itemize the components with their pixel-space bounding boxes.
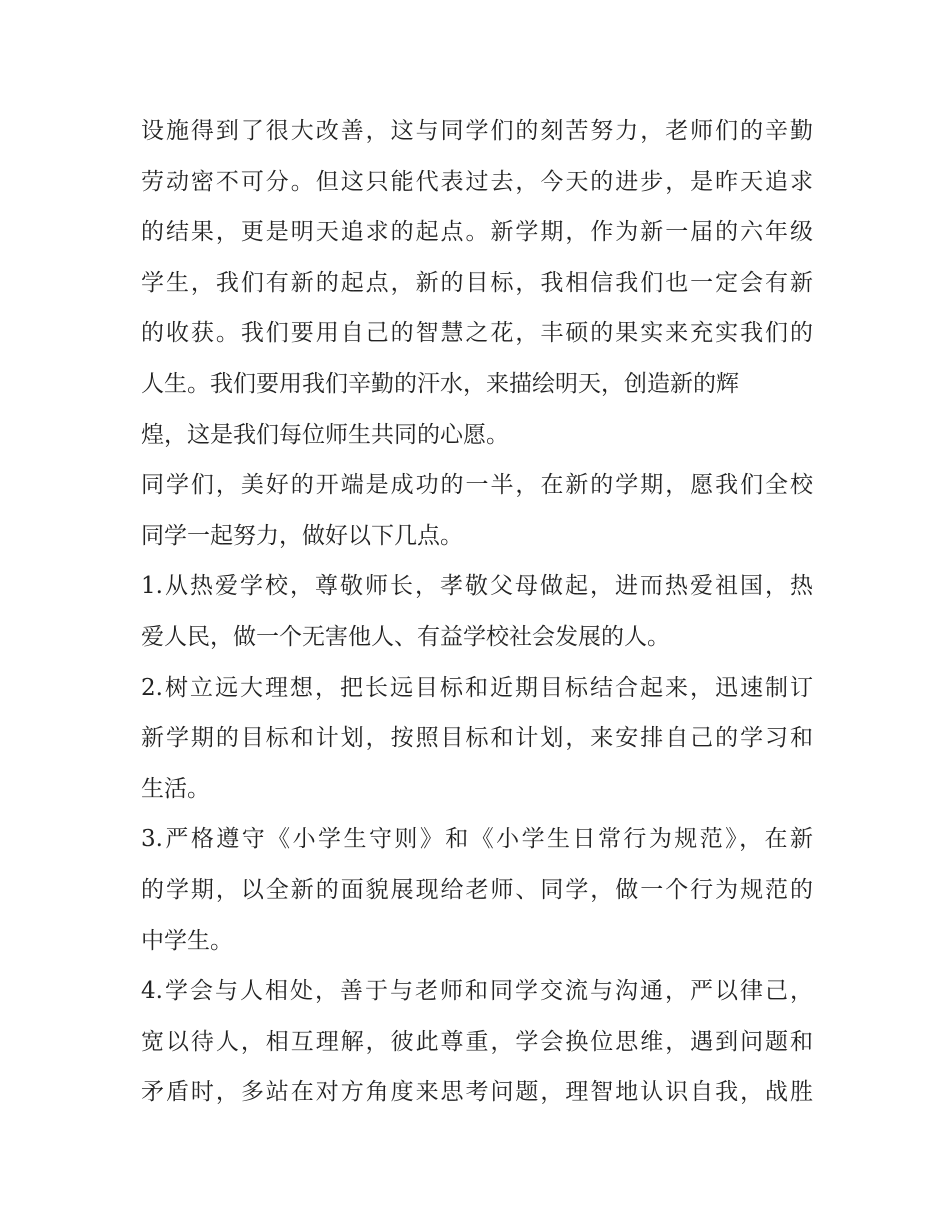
text-line: 中学生。 bbox=[141, 927, 233, 954]
text-line: 爱人民，做一个无害他人、有益学校社会发展的人。 bbox=[141, 623, 670, 650]
text-line: 的学期，以全新的面貌展现给老师、同学，做一个行为规范的 bbox=[141, 876, 813, 903]
text-line: 煌，这是我们每位师生共同的心愿。 bbox=[141, 421, 509, 448]
text-line: 4.学会与人相处，善于与老师和同学交流与沟通，严以律己， bbox=[141, 978, 813, 1005]
text-line: 人生。我们要用我们辛勤的汗水，来描绘明天，创造新的辉 bbox=[141, 370, 739, 397]
text-line: 矛盾时，多站在对方角度来思考问题，理智地认识自我，战胜 bbox=[141, 1079, 813, 1106]
text-line: 3.严格遵守《小学生守则》和《小学生日常行为规范》，在新 bbox=[141, 826, 813, 853]
text-line: 同学们，美好的开端是成功的一半，在新的学期，愿我们全校 bbox=[141, 472, 813, 499]
text-line: 宽以待人，相互理解，彼此尊重，学会换位思维，遇到问题和 bbox=[141, 1028, 813, 1055]
text-line: 设施得到了很大改善，这与同学们的刻苦努力，老师们的辛勤 bbox=[141, 118, 813, 144]
text-line: 劳动密不可分。但这只能代表过去，今天的进步，是昨天追求 bbox=[141, 168, 813, 195]
text-line: 学生，我们有新的起点，新的目标，我相信我们也一定会有新 bbox=[141, 269, 813, 296]
text-line: 的收获。我们要用自己的智慧之花，丰硕的果实来充实我们的 bbox=[141, 320, 813, 347]
text-line: 的结果，更是明天追求的起点。新学期，作为新一届的六年级 bbox=[141, 219, 813, 246]
text-line: 新学期的目标和计划，按照目标和计划，来安排自己的学习和 bbox=[141, 725, 813, 752]
text-line: 同学一起努力，做好以下几点。 bbox=[141, 522, 463, 549]
text-line: 2.树立远大理想，把长远目标和近期目标结合起来，迅速制订 bbox=[141, 674, 813, 701]
text-line: 生活。 bbox=[141, 775, 210, 802]
document-body bbox=[141, 106, 813, 1118]
text-line: 1.从热爱学校，尊敬师长，孝敬父母做起，进而热爱祖国，热 bbox=[141, 573, 813, 600]
